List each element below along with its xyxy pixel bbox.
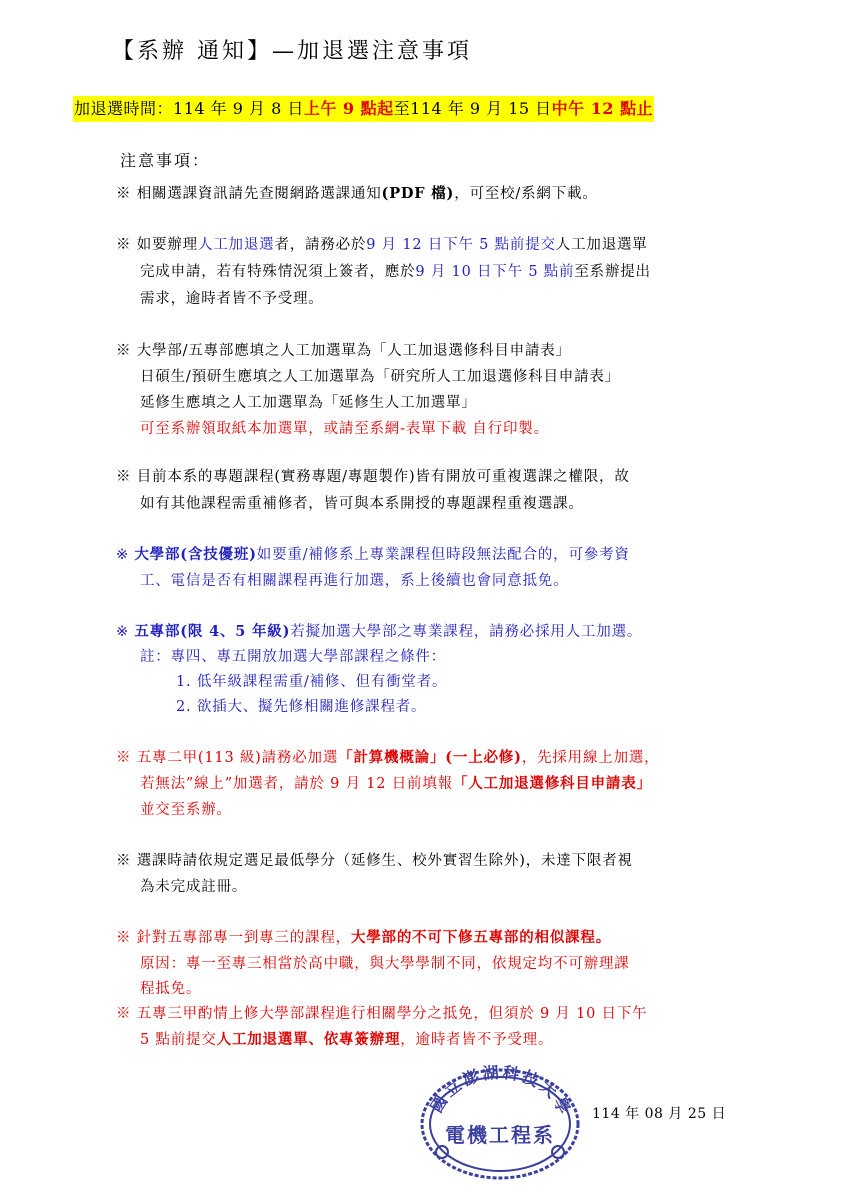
item-2-text: 人工加退選單 (555, 237, 648, 253)
item-1-text-end: ，可至校/系網下載。 (454, 186, 598, 202)
period-label: 加退選時間： (74, 99, 174, 118)
item-2-text: 至系辦提出 (574, 264, 651, 280)
notice-item-10-line-2 (140, 1030, 553, 1050)
item-3-text: 日碩生/預研生應填之人工加選單為 (140, 369, 376, 385)
notice-item-6 (116, 622, 642, 642)
item-7-course: 「計算機概論」(一上必修) (338, 749, 522, 766)
item-3-text: 延修生應填之人工加選單為 (140, 395, 324, 411)
item-10-highlight: 人工加退選單、依專簽辦理 (216, 1031, 401, 1048)
notice-item-1 (116, 184, 598, 204)
item-10-text: ，逾時者皆不予受理。 (400, 1032, 554, 1048)
item-9-text: 針對五專部專一到專三的課程， (136, 930, 351, 946)
item-1-pdf: (PDF 檔) (381, 185, 455, 202)
notice-item-8-line-2: 為未完成註冊。 (140, 879, 248, 895)
item-6-text: 若擬加選大學部之專業課程，請務必採用人工加選。 (290, 624, 643, 640)
item-9-rule: 大學部的不可下修五專部的相似課程。 (350, 929, 612, 946)
period-start-date: 114 年 9 月 8 日 (173, 99, 304, 118)
reference-mark: ※ (116, 343, 132, 359)
notice-item-7-line-2 (140, 774, 652, 794)
stamp-school-name: 國立澎湖科技大學 (426, 1062, 576, 1120)
item-6-subject: 五專部(限 4、5 年級) (134, 623, 291, 640)
notice-item-9 (116, 928, 611, 948)
form-name: 「研究所人工加退選修科目申請表」 (375, 369, 620, 385)
reference-mark: ※ (116, 547, 129, 563)
notice-item-4-line-2: 如有其他課程需重補修者，皆可與本系開授的專題課程重複選課。 (140, 496, 584, 512)
item-8-text: 選課時請依規定選足最低學分（延修生、校外實習生除外)，未達下限者視 (136, 853, 633, 869)
notice-item-5-line-2: 工、電信是否有相關課程再進行加選，系上後續也會同意抵免。 (140, 573, 569, 589)
notice-item-4 (116, 467, 630, 487)
item-2-highlight: 人工加退選 (197, 237, 275, 253)
notice-item-3-line-4: 可至系辦領取紙本加選單，或請至系網-表單下載 自行印製。 (140, 421, 549, 437)
form-name: 「人工加退選修科目申請表」 (452, 775, 652, 792)
notice-item-6-condition-1: 1. 低年級課程需重/補修、但有衝堂者。 (176, 674, 448, 690)
reference-mark: ※ (116, 1006, 132, 1022)
item-2-deadline: 9 月 12 日下午 5 點前提交 (366, 237, 556, 253)
notice-item-3-line-2 (140, 367, 620, 387)
item-7-text: ，先採用線上加選， (521, 750, 660, 766)
period-connector: 至 (393, 99, 411, 118)
notice-item-9-line-3: 程抵免。 (140, 981, 202, 997)
period-start-time: 上午 9 點起 (303, 99, 394, 118)
notice-item-6-condition-2: 2. 欲插大、擬先修相關進修課程者。 (176, 699, 427, 715)
form-name: 「延修生人工加選單」 (323, 395, 477, 411)
notice-item-3 (116, 341, 571, 361)
notice-item-3-line-3 (140, 393, 477, 413)
notes-heading: 注意事項： (120, 151, 211, 170)
item-2-deadline: 9 月 10 日下午 5 點前 (415, 264, 575, 280)
notice-item-2 (116, 235, 648, 255)
department-stamp (416, 1062, 582, 1180)
reference-mark: ※ (116, 853, 132, 869)
item-10-text: 5 點前提交 (140, 1032, 217, 1048)
item-7-text: 若無法”線上”加選者，請於 9 月 12 日前填報 (140, 776, 453, 792)
item-2-text: 者，請務必於 (274, 237, 367, 253)
period-end-date: 114 年 9 月 15 日 (410, 99, 552, 118)
stamp-department: 電機工程系 (445, 1123, 555, 1147)
item-7-text: 五專二甲(113 級)請務必加選 (136, 750, 339, 766)
notice-item-10 (116, 1004, 647, 1024)
item-5-subject: 大學部(含技優班) (134, 546, 257, 563)
reference-mark: ※ (116, 750, 132, 766)
item-5-text: 如要重/補修系上專業課程但時段無法配合的，可參考資 (256, 547, 630, 563)
item-10-text: 五專三甲酌情上修大學部課程進行相關學分之抵免，但須於 9 月 10 日下午 (136, 1006, 648, 1022)
stamp-seal-graphic (416, 1062, 582, 1180)
reference-mark: ※ (116, 930, 132, 946)
period-end-time: 中午 12 點止 (551, 99, 654, 118)
notice-item-5 (116, 545, 630, 565)
item-2-text: 完成申請，若有特殊情況須上簽者，應於 (140, 264, 416, 280)
reference-mark: ※ (116, 624, 129, 640)
item-2-text: 如要辦理 (136, 237, 198, 253)
notice-item-7 (116, 748, 659, 768)
notice-title: 【系辦 通知】—加退選注意事項 (112, 39, 472, 64)
svg-text:國立澎湖科技大學 (427, 1063, 575, 1120)
notice-item-2-line-2 (140, 262, 651, 282)
notice-item-7-line-3: 並交至系辦。 (140, 802, 232, 818)
period-banner (73, 96, 654, 122)
item-3-text: 大學部/五專部應填之人工加選單為 (136, 343, 372, 359)
notice-item-8 (116, 851, 633, 871)
item-1-text: 相關選課資訊請先查閱網路選課通知 (136, 186, 382, 202)
notice-item-2-line-3: 需求，逾時者皆不予受理。 (140, 291, 324, 307)
reference-mark: ※ (116, 186, 132, 202)
item-4-text: 目前本系的專題課程(實務專題/專題製作)皆有開放可重複選課之權限，故 (136, 469, 630, 485)
reference-mark: ※ (116, 469, 132, 485)
notice-date: 114 年 08 月 25 日 (592, 1106, 727, 1122)
reference-mark: ※ (116, 237, 132, 253)
notice-item-9-line-2: 原因：專一至專三相當於高中職，與大學學制不同，依規定均不可辦理課 (140, 956, 630, 972)
notice-item-6-note: 註：專四、專五開放加選大學部課程之條件： (140, 649, 446, 665)
form-name: 「人工加退選修科目申請表」 (371, 343, 571, 359)
